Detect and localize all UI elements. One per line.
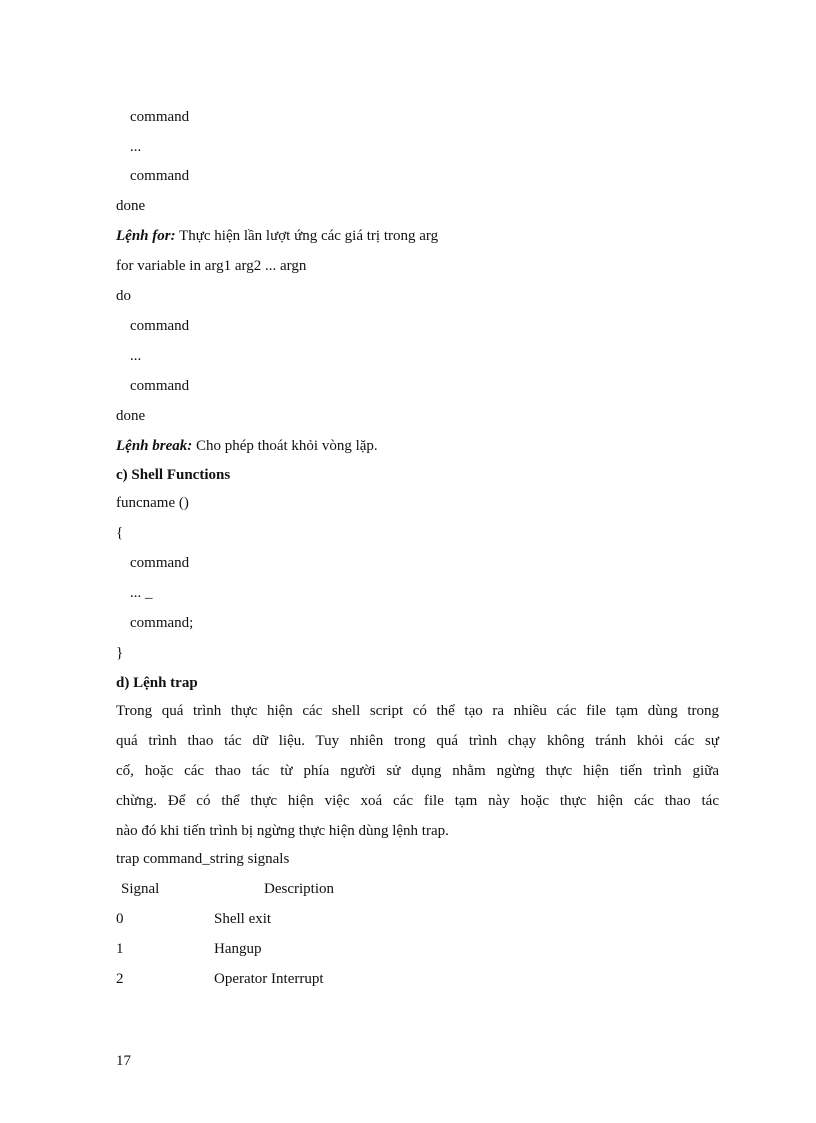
paragraph-line: chừng. Để có thể thực hiện việc xoá các file tạm này hoặc thực hiện các thao tác [116, 793, 719, 809]
for-label: Lệnh for: [116, 228, 176, 244]
code-line: ... _ [130, 585, 153, 601]
table-cell-description: Hangup [214, 941, 262, 957]
table-cell-signal: 0 [116, 911, 124, 927]
code-line: funcname () [116, 495, 189, 511]
page-number: 17 [116, 1053, 131, 1069]
code-line: command [130, 168, 190, 184]
table-cell-description: Operator Interrupt [214, 971, 324, 987]
paragraph-line: Trong quá trình thực hiện các shell script có thể tạo ra nhiều các file tạm dùng trong [116, 703, 719, 719]
code-line: ... [130, 348, 142, 364]
for-statement-line [116, 227, 438, 245]
code-line: done [116, 198, 146, 214]
table-header-description: Description [264, 881, 334, 897]
table-cell-signal: 1 [116, 941, 124, 957]
section-heading-shell-functions: c) Shell Functions [116, 467, 231, 483]
code-line: } [116, 645, 124, 661]
code-line: for variable in arg1 arg2 ... argn [116, 258, 307, 274]
code-line: command [130, 318, 190, 334]
table-cell-description: Shell exit [214, 911, 272, 927]
code-line: ... [130, 139, 142, 155]
paragraph-line: quá trình thao tác dữ liệu. Tuy nhiên trong quá trình chạy không tránh khỏi các sự [116, 733, 719, 749]
break-statement-line [116, 437, 378, 455]
code-line: do [116, 288, 131, 304]
for-description: Thực hiện lần lượt ứng các giá trị trong arg [175, 228, 439, 244]
code-line: command [130, 109, 190, 125]
break-label: Lệnh break: [116, 438, 193, 454]
paragraph-line: nào đó khi tiến trình bị ngừng thực hiện dùng lệnh trap. [116, 823, 449, 839]
trap-paragraph [116, 696, 719, 846]
code-line: command [130, 555, 190, 571]
table-header-signal: Signal [121, 881, 160, 897]
section-heading-trap: d) Lệnh trap [116, 675, 198, 691]
break-description: Cho phép thoát khỏi vòng lặp. [192, 438, 378, 454]
trap-syntax: trap command_string signals [116, 851, 290, 867]
code-line: command; [130, 615, 194, 631]
code-line: command [130, 378, 190, 394]
code-line: { [116, 525, 124, 541]
code-line: done [116, 408, 146, 424]
paragraph-line: cố, hoặc các thao tác từ phía người sử dụng nhằm ngừng thực hiện tiến trình giữa [116, 763, 719, 779]
table-cell-signal: 2 [116, 971, 124, 987]
